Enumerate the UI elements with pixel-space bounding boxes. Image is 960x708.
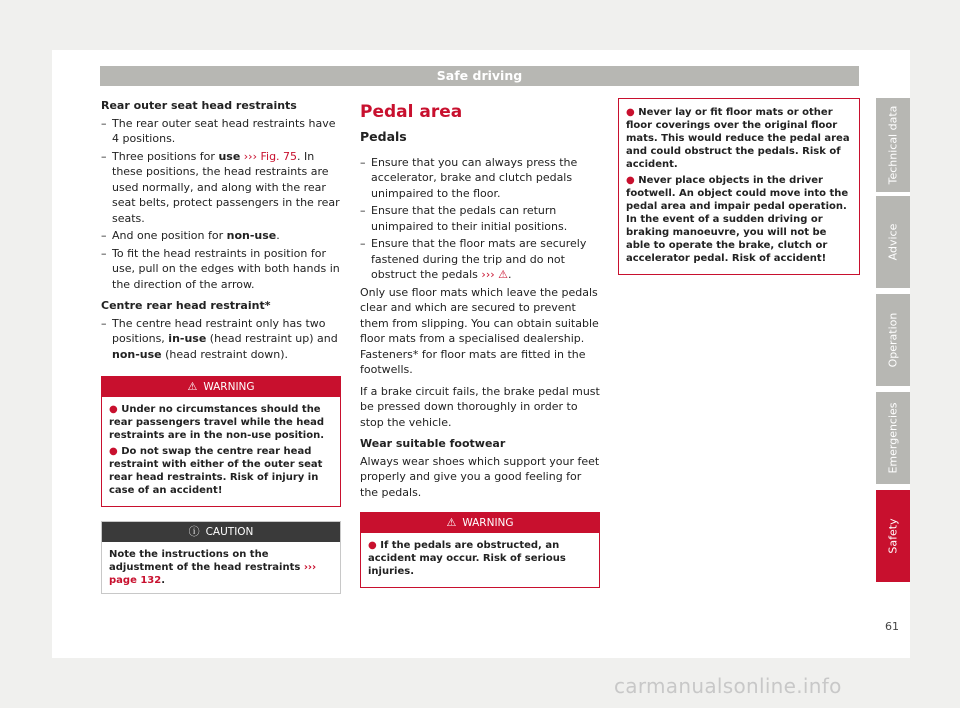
warning-item — [109, 403, 333, 442]
column-1 — [101, 98, 341, 594]
tab-technical-data[interactable] — [876, 98, 910, 192]
list-item-text: The centre head restraint only has two positions, — [112, 316, 326, 345]
column-2 — [360, 98, 600, 588]
warning-text: Never place objects in the driver footwell. An object could move into the pedal area and impair pedal operation. In the event of a sudden driving or braking manoeuvre, you will not be able to operate the brake, clutch or accelerator pedal. Risk of accident! — [626, 175, 849, 264]
list-item-text: . — [508, 268, 512, 281]
warning-triangle-icon: ⚠ — [446, 516, 457, 529]
page-number: 61 — [885, 620, 899, 633]
list-item — [101, 116, 341, 147]
list-item — [360, 203, 600, 234]
bullet-icon: ● — [626, 107, 635, 118]
warning-text: Under no circumstances should the rear passengers travel while the head restraints are in the non-use position. — [109, 404, 325, 441]
warning-text: Never lay or fit floor mats or other floor coverings over the original floor mats. This would reduce the pedal area and could obstruct the pedals. Risk of accident. — [626, 107, 850, 170]
list-item — [360, 236, 600, 283]
list-item — [101, 228, 341, 244]
list-item-text: And one position for — [112, 229, 227, 242]
warning-item — [109, 445, 333, 497]
tab-label: Safety — [886, 518, 900, 554]
warning-label: WARNING — [462, 517, 514, 529]
reference-arrow-icon: ››› — [303, 562, 317, 573]
bold-term: non-use — [112, 347, 162, 361]
list-item-text: To fit the head restraints in position for use, pull on the edges with both hands in the direction of the arrow. — [112, 246, 340, 291]
list-item-text: (head restraint down). — [161, 347, 289, 361]
warning-box — [360, 512, 600, 588]
warning-item — [368, 539, 592, 578]
list-item-text: Ensure that the pedals can return unimpaired to their initial positions. — [371, 204, 568, 233]
warning-item — [626, 106, 852, 171]
warning-header — [361, 513, 599, 533]
section-heading: Centre rear head restraint* — [101, 299, 271, 312]
caution-text: . — [161, 575, 166, 586]
section-subtitle: Pedals — [360, 129, 407, 144]
bullet-icon: ● — [109, 446, 118, 457]
list-item-text: . In these positions, the head restraints are used normally, and along with the rear seat belts, protect passengers in the rear seats. — [112, 149, 340, 225]
list-item-text: (head restraint up) and — [206, 332, 338, 345]
warning-box — [101, 376, 341, 507]
paragraph: If a brake circuit fails, the brake pedal must be pressed down thoroughly in order to stop the vehicle. — [360, 384, 600, 429]
list-item — [360, 155, 600, 202]
warning-text: Do not swap the centre rear head restraint with either of the outer seat rear head restraints. Risk of injury in case of an accident! — [109, 446, 323, 496]
page-header: Safe driving — [100, 66, 859, 86]
warning-triangle-icon[interactable]: ⚠ — [498, 268, 508, 281]
paragraph: Only use floor mats which leave the pedals clear and which are secured to prevent them from slipping. You can obtain suitable floor mats from a specialised dealership. Fasteners* for floor mats are fitted in the footwells. — [360, 285, 599, 376]
tab-label: Technical data — [886, 105, 900, 185]
tab-label: Advice — [886, 223, 900, 261]
bold-term: use — [218, 149, 241, 163]
caution-header — [102, 522, 340, 542]
tab-emergencies[interactable] — [876, 392, 910, 484]
tab-label: Operation — [886, 312, 900, 368]
figure-link[interactable]: Fig. 75 — [260, 149, 298, 163]
caution-box — [101, 521, 341, 594]
bold-term: non-use — [226, 229, 277, 242]
section-title: Pedal area — [360, 102, 463, 122]
bullet-icon: ● — [109, 404, 118, 415]
list-item-text: . — [276, 229, 280, 242]
column-3 — [618, 98, 860, 275]
list-item-text: Ensure that you can always press the accelerator, brake and clutch pedals unimpaired to the floor. — [371, 155, 578, 200]
list-item — [101, 316, 341, 363]
caution-label: CAUTION — [205, 526, 254, 538]
list-item-text: The rear outer seat head restraints have 4 positions. — [112, 116, 336, 145]
section-heading: Rear outer seat head restraints — [101, 99, 297, 112]
caution-text: Note the instructions on the adjustment of the head restraints — [109, 549, 304, 573]
warning-header — [102, 377, 340, 397]
bullet-icon: ● — [626, 175, 635, 186]
watermark: carmanualsonline.info — [614, 674, 842, 698]
warning-triangle-icon: ⚠ — [187, 380, 198, 393]
warning-body — [102, 397, 340, 506]
tab-label: Emergencies — [886, 402, 900, 474]
page-link[interactable]: page 132 — [109, 575, 162, 586]
warning-label: WARNING — [203, 381, 255, 393]
list-item-text: Ensure that the floor mats are securely fastened during the trip and do not obstruct the pedals — [371, 237, 587, 281]
bullet-icon: ● — [368, 540, 377, 551]
warning-body — [361, 533, 599, 587]
info-circle-icon: ⓘ — [188, 525, 200, 538]
caution-body — [102, 542, 340, 593]
tab-operation[interactable] — [876, 294, 910, 386]
bold-term: in-use — [168, 332, 207, 345]
section-heading: Wear suitable footwear — [360, 437, 506, 450]
warning-body — [619, 99, 859, 274]
paragraph: Always wear shoes which support your feet properly and give you a good feeling for the pedals. — [360, 454, 600, 499]
list-item-text: Three positions for — [112, 149, 219, 163]
warning-item — [626, 174, 852, 265]
warning-box-continued — [618, 98, 860, 275]
reference-arrow-icon: ››› — [243, 149, 257, 163]
list-item — [101, 149, 341, 227]
warning-text: If the pedals are obstructed, an accident may occur. Risk of serious injuries. — [368, 540, 566, 577]
tab-advice[interactable] — [876, 196, 910, 288]
reference-arrow-icon: ››› — [481, 268, 495, 281]
list-item — [101, 246, 341, 293]
tab-safety[interactable] — [876, 490, 910, 582]
